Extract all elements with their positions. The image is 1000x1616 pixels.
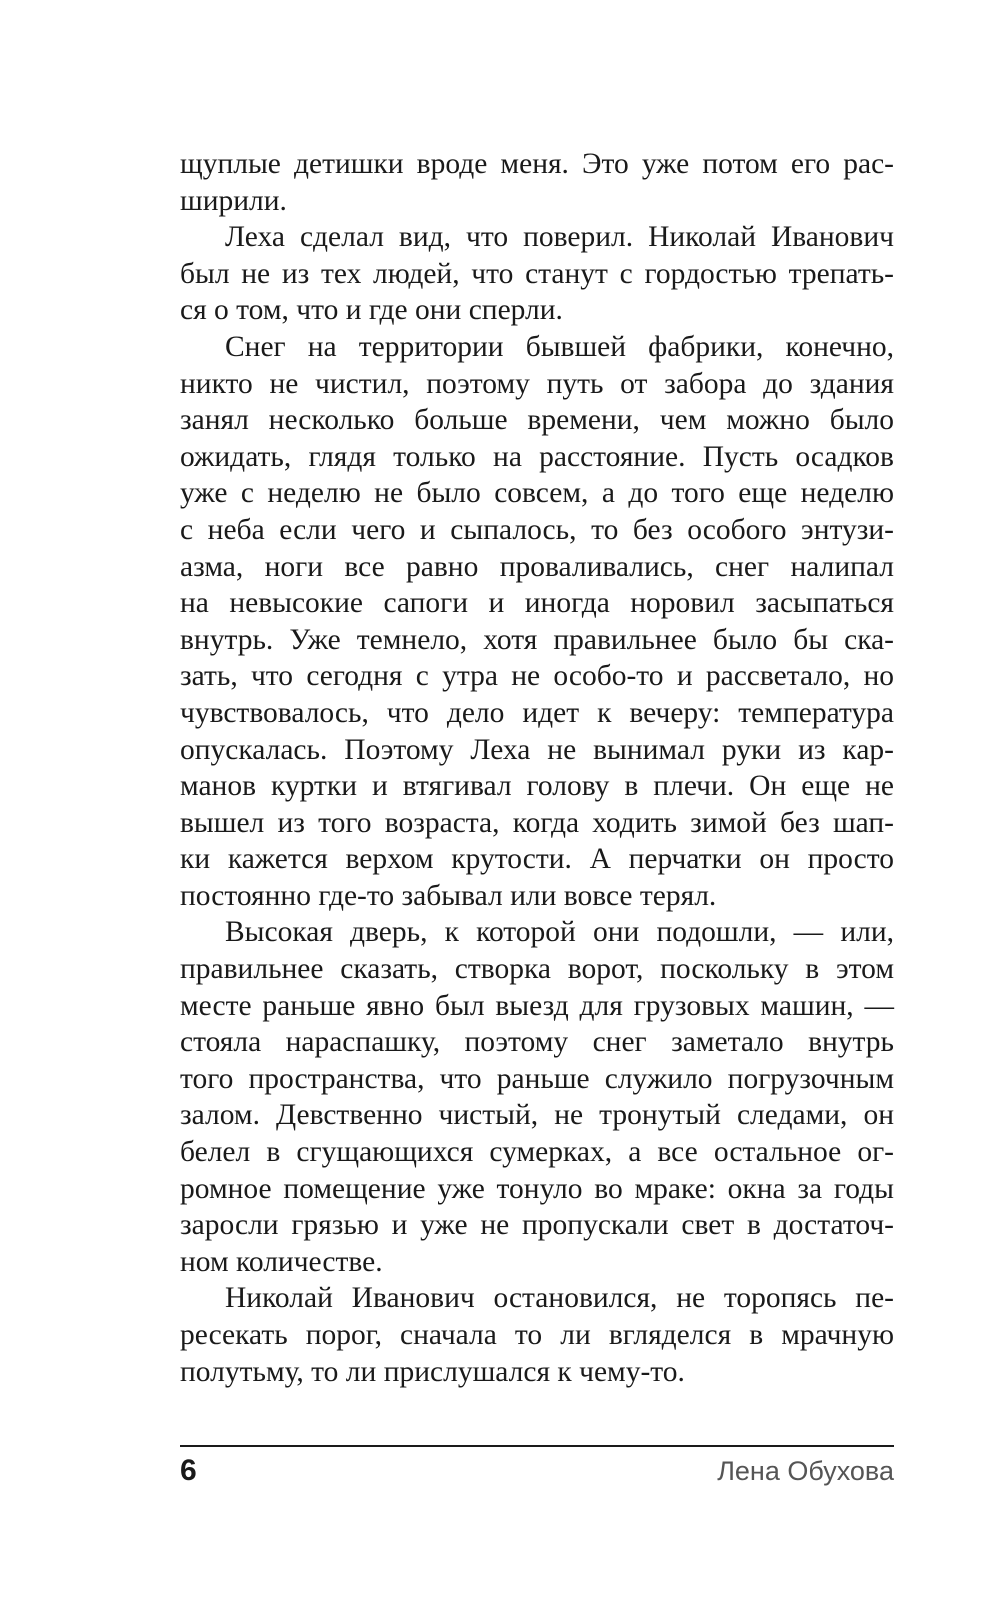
text-line: азма, ноги все равно проваливались, снег налипал: [180, 550, 894, 583]
text-line: манов куртки и втягивал голову в плечи. Он еще не: [180, 770, 894, 803]
text-line: занял несколько больше времени, чем можно было: [180, 404, 894, 437]
text-line: ся о том, что и где они сперли.: [180, 294, 563, 327]
text-line: залом. Девственно чистый, не тронутый следами, он: [180, 1099, 894, 1132]
text-line: уже с неделю не было совсем, а до того еще неделю: [180, 477, 894, 510]
text-line: с неба если чего и сыпалось, то без особого энтузи-: [180, 513, 894, 546]
text-line: Николай Иванович остановился, не торопясь пе-: [225, 1282, 894, 1315]
paragraph: [180, 219, 894, 329]
text-line: месте раньше явно был выезд для грузовых машин, —: [180, 989, 894, 1022]
paragraph: [180, 1280, 894, 1390]
text-line: стояла нараспашку, поэтому снег заметало внутрь: [180, 1026, 894, 1059]
paragraph: [180, 329, 894, 915]
text-line: внутрь. Уже темнело, хотя правильнее было бы ска-: [180, 623, 894, 656]
paragraph: [180, 914, 894, 1280]
text-line: правильнее сказать, створка ворот, поскольку в этом: [180, 953, 894, 986]
page-number: 6: [180, 1454, 197, 1487]
text-line: ширили.: [180, 184, 287, 217]
text-line: заросли грязью и уже не пропускали свет в достаточ-: [180, 1209, 894, 1242]
text-line: полутьму, то ли прислушался к чему-то.: [180, 1355, 685, 1388]
text-line: щуплые детишки вроде меня. Это уже потом его рас-: [180, 148, 894, 180]
text-line: Высокая дверь, к которой они подошли, — или,: [225, 916, 894, 949]
text-line: никто не чистил, поэтому путь от забора до здания: [180, 367, 894, 400]
text-line: Леха сделал вид, что поверил. Николай Иванович: [225, 221, 894, 254]
footer-rule: [180, 1445, 894, 1447]
body-text: [180, 146, 894, 1390]
paragraph: [180, 146, 894, 219]
text-line: был не из тех людей, что станут с гордостью трепать-: [180, 257, 894, 290]
text-line: чувствовалось, что дело идет к вечеру: температура: [180, 696, 894, 729]
text-line: зать, что сегодня с утра не особо-то и рассветало, но: [180, 660, 894, 693]
text-line: на невысокие сапоги и иногда норовил засыпаться: [180, 587, 894, 620]
running-footer-author: Лена Обухова: [717, 1456, 894, 1486]
text-line: постоянно где-то забывал или вовсе терял.: [180, 879, 717, 912]
text-line: опускалась. Поэтому Леха не вынимал руки из кар-: [180, 733, 894, 766]
text-line: ресекать порог, сначала то ли вгляделся в мрачную: [180, 1319, 894, 1351]
text-line: ожидать, глядя только на расстояние. Пусть осадков: [180, 440, 894, 473]
text-line: Снег на территории бывшей фабрики, конечно,: [225, 330, 894, 363]
text-line: ромное помещение уже тонуло во мраке: окна за годы: [180, 1172, 894, 1205]
text-line: белел в сгущающихся сумерках, а все остальное ог-: [180, 1136, 894, 1169]
text-line: ном количестве.: [180, 1245, 383, 1278]
text-line: вышел из того возраста, когда ходить зимой без шап-: [180, 806, 894, 839]
text-line: ки кажется верхом крутости. А перчатки он просто: [180, 843, 894, 876]
text-line: того пространства, что раньше служило погрузочным: [180, 1062, 894, 1095]
